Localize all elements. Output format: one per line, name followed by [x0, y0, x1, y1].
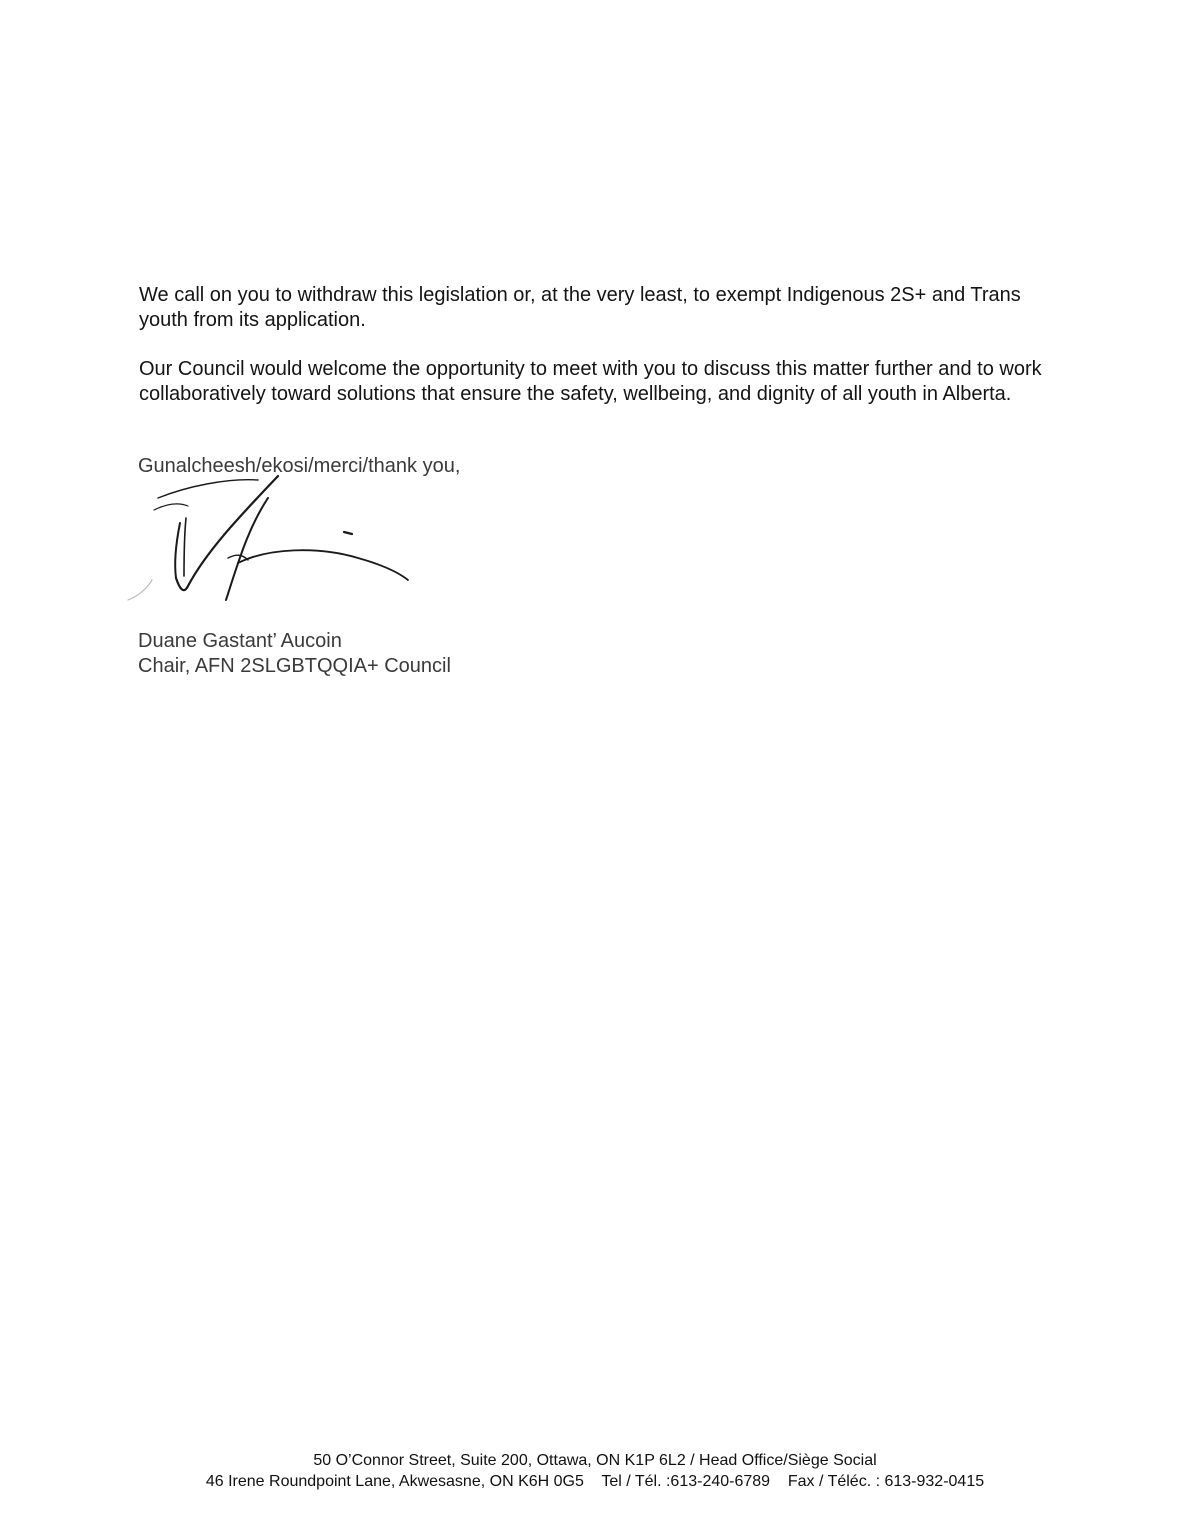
closing-salutation: Gunalcheesh/ekosi/merci/thank you, [138, 455, 461, 477]
signer-name: Duane Gastant’ Aucoin [138, 630, 342, 652]
footer-head-office-address: 50 O’Connor Street, Suite 200, Ottawa, ON K1P 6L2 / Head Office/Siège Social [313, 1452, 877, 1469]
footer-akwesasne-address-contact: 46 Irene Roundpoint Lane, Akwesasne, ON K6H 0G5 Tel / Tél. :613-240-6789 Fax / Téléc. : 613-932-0415 [205, 1473, 985, 1490]
paragraph-withdraw-request: We call on you to withdraw this legislation or, at the very least, to exempt Indigenous 2S+ and Trans youth from its application. [139, 284, 1021, 331]
letterhead-footer [0, 1450, 1190, 1492]
signer-title: Chair, AFN 2SLGBTQQIA+ Council [138, 655, 451, 677]
handwritten-signature [118, 468, 438, 618]
paragraph-meeting-offer: Our Council would welcome the opportunity to meet with you to discuss this matter further and to work collaboratively toward solutions that ensure the safety, wellbeing, and dignity of all youth in Alberta. [139, 358, 1042, 405]
